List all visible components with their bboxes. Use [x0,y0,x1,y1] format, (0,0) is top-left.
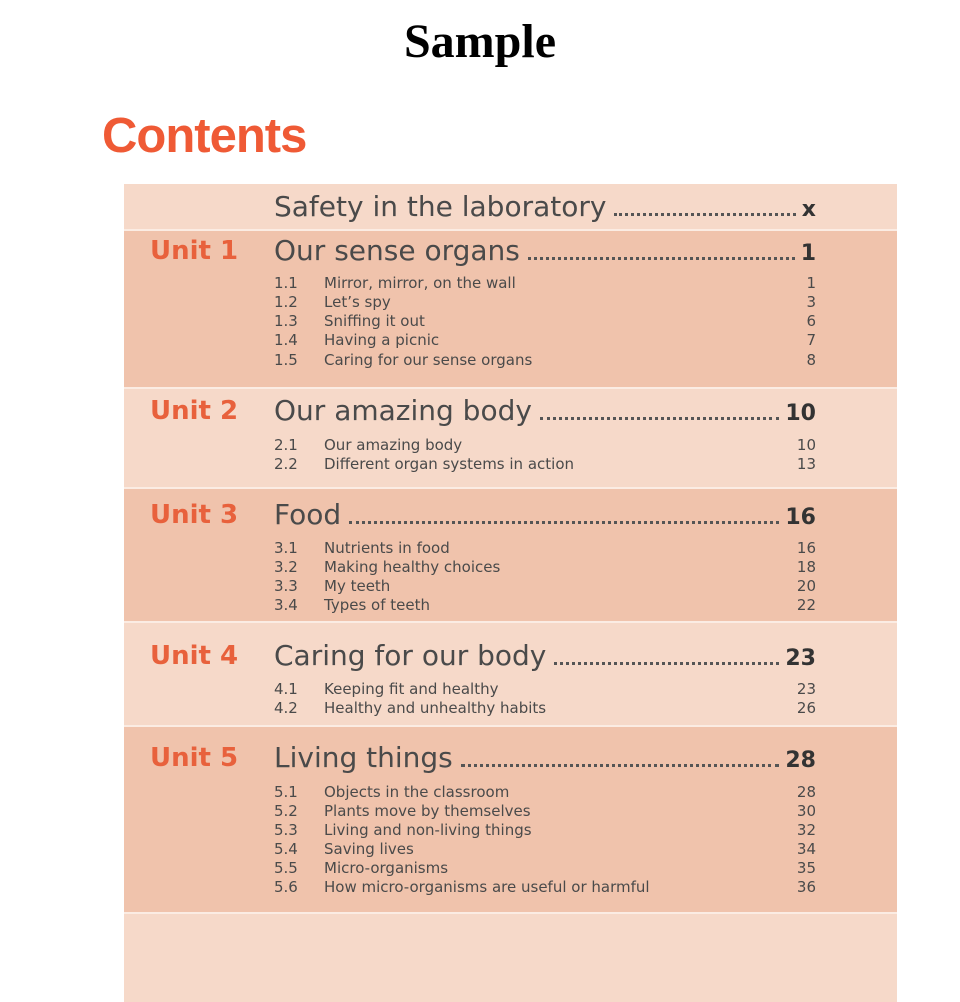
section-number: 5.3 [274,821,298,839]
section-title: Nutrients in food [324,539,450,557]
section-number: 5.2 [274,802,298,820]
section-1-3[interactable] [274,312,816,331]
section-title: Sniffing it out [324,312,425,330]
section-5-5[interactable] [274,859,816,878]
section-title: Mirror, mirror, on the wall [324,274,516,292]
section-4-1[interactable] [274,680,816,699]
section-3-3[interactable] [274,577,816,596]
section-number: 5.1 [274,783,298,801]
section-title: Keeping fit and healthy [324,680,499,698]
unit-2-title[interactable]: Our amazing body 10 [274,394,816,427]
section-number: 3.4 [274,596,298,614]
section-page: 10 [796,436,816,454]
section-number: 4.2 [274,699,298,717]
section-number: 2.2 [274,455,298,473]
section-title: Objects in the classroom [324,783,510,801]
section-title: Healthy and unhealthy habits [324,699,547,717]
section-page: 18 [796,558,816,576]
section-5-2[interactable] [274,802,816,821]
section-page: 30 [796,802,816,820]
section-page: 22 [796,596,816,614]
safety-entry[interactable] [274,190,816,223]
section-page: 26 [796,699,816,717]
section-page: 28 [796,783,816,801]
section-page: 16 [796,539,816,557]
section-1-2[interactable] [274,293,816,312]
section-page: 20 [796,577,816,595]
section-number: 4.1 [274,680,298,698]
section-3-4[interactable] [274,596,816,615]
section-title: My teeth [324,577,391,595]
section-3-1[interactable] [274,539,816,558]
section-page: 34 [796,840,816,858]
safety-page: x [801,197,816,222]
sample-watermark-title: Sample [403,15,556,68]
section-page: 1 [806,274,816,292]
section-page: 3 [806,293,816,311]
unit-2-label: Unit 2 [150,396,239,426]
section-title: Making healthy choices [324,558,501,576]
section-5-6[interactable] [274,878,816,897]
safety-title: Safety in the laboratory [274,190,607,223]
section-page: 35 [796,859,816,877]
section-page: 32 [796,821,816,839]
section-3-2[interactable] [274,558,816,577]
section-2-2[interactable] [274,455,816,474]
section-1-5[interactable] [274,351,816,370]
unit-1-label: Unit 1 [150,236,239,266]
section-number: 1.4 [274,331,298,349]
unit-4-label: Unit 4 [150,641,239,671]
section-2-1[interactable] [274,436,816,455]
section-5-3[interactable] [274,821,816,840]
unit-3-label: Unit 3 [150,500,239,530]
unit-5-title[interactable]: Living things 28 [274,741,816,774]
section-number: 2.1 [274,436,298,454]
section-page: 7 [806,331,816,349]
section-5-1[interactable] [274,783,816,802]
section-title: Types of teeth [324,596,430,614]
section-1-1[interactable] [274,274,816,293]
unit-4-title[interactable]: Caring for our body 23 [274,639,816,672]
section-title: Plants move by themselves [324,802,531,820]
unit-3-title[interactable]: Food 16 [274,498,816,531]
section-number: 5.5 [274,859,298,877]
contents-panel [124,184,897,1000]
contents-heading: Contents [102,109,307,163]
section-number: 1.3 [274,312,298,330]
section-number: 1.1 [274,274,298,292]
section-number: 5.6 [274,878,298,896]
section-5-4[interactable] [274,840,816,859]
section-title: Micro-organisms [324,859,449,877]
section-4-2[interactable] [274,699,816,718]
section-number: 3.1 [274,539,298,557]
section-number: 3.2 [274,558,298,576]
section-number: 1.2 [274,293,298,311]
section-page: 36 [796,878,816,896]
section-number: 3.3 [274,577,298,595]
section-page: 23 [796,680,816,698]
empty-band [124,912,897,1002]
section-title: Our amazing body [324,436,463,454]
section-title: Saving lives [324,840,414,858]
section-title: Living and non-living things [324,821,532,839]
section-page: 8 [806,351,816,369]
section-title: Different organ systems in action [324,455,574,473]
unit-1-title[interactable]: Our sense organs 1 [274,234,816,267]
section-page: 6 [806,312,816,330]
section-title: Let’s spy [324,293,391,311]
section-title: How micro-organisms are useful or harmful [324,878,650,896]
section-1-4[interactable] [274,331,816,350]
section-page: 13 [796,455,816,473]
section-number: 5.4 [274,840,298,858]
unit-5-label: Unit 5 [150,743,239,773]
section-title: Having a picnic [324,331,440,349]
section-number: 1.5 [274,351,298,369]
section-title: Caring for our sense organs [324,351,533,369]
